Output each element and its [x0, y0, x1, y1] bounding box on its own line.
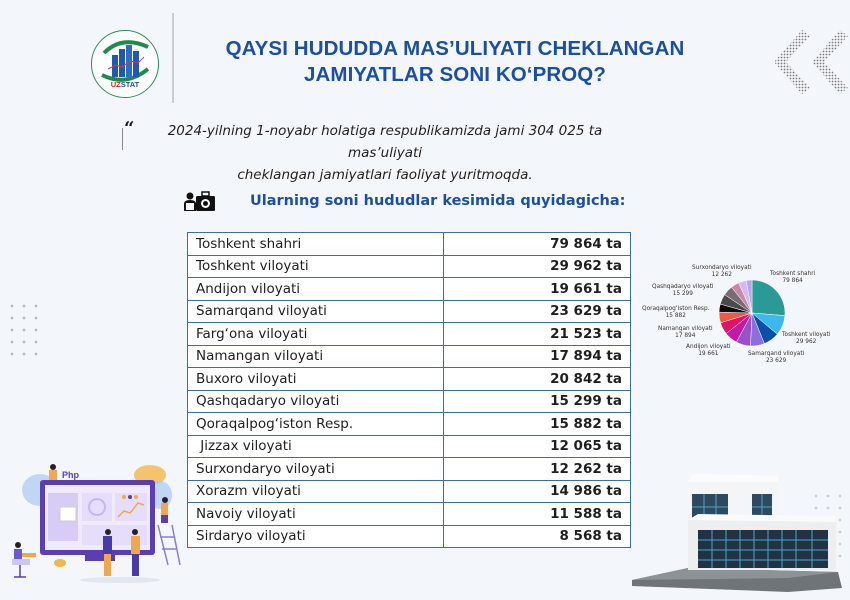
pie-label-toshkent-viloyati: Toshkent viloyati 29 962: [782, 332, 831, 345]
region-value: 15 299 ta: [444, 390, 631, 413]
region-value: 12 262 ta: [444, 458, 631, 481]
region-name: Surxondaryo viloyati: [188, 458, 444, 481]
pie-chart: [640, 258, 840, 373]
pie-label-surxondaryo: Surxondaryo viloyati 12 262: [692, 265, 752, 278]
uzstat-logo-icon: [92, 31, 158, 97]
region-name: Namangan viloyati: [188, 345, 444, 368]
page-title: [160, 36, 750, 88]
region-value: 15 882 ta: [444, 413, 631, 436]
region-value: 21 523 ta: [444, 323, 631, 346]
region-name: Toshkent viloyati: [188, 255, 444, 278]
region-name: Toshkent shahri: [188, 233, 444, 256]
region-name: Qoraqalpog‘iston Resp.: [188, 413, 444, 436]
title-line-1: QAYSI HUDUDDA MAS’ULIYATI CHEKLANGAN: [225, 37, 685, 60]
region-value: 23 629 ta: [444, 300, 631, 323]
table-row: [188, 458, 631, 481]
region-name: Jizzax viloyati: [188, 435, 444, 458]
uzstat-logo: [91, 30, 159, 98]
pie-slice: [752, 280, 785, 316]
table-row: [188, 255, 631, 278]
region-value: 20 842 ta: [444, 368, 631, 391]
table-row: [188, 525, 631, 548]
lead-line-2: cheklangan jamiyatlari faoliyat yuritmoqda.: [237, 167, 533, 183]
pie-label-andijon: Andijon viloyati 19 661: [686, 344, 731, 357]
quote-icon: “: [124, 118, 135, 139]
lead-line-1: 2024-yilning 1-noyabr holatiga respublikamizda jami 304 025 ta mas’uliyati: [167, 123, 603, 161]
svg-text:UZSTAT: UZSTAT: [110, 80, 140, 89]
region-value: 14 986 ta: [444, 480, 631, 503]
table-row: [188, 278, 631, 301]
section-subtitle: Ularning soni hududlar kesimida quyidagicha:: [250, 193, 626, 209]
region-name: Buxoro viloyati: [188, 368, 444, 391]
region-value: 11 588 ta: [444, 503, 631, 526]
pie-label-namangan: Namangan viloyati 17 894: [658, 326, 713, 339]
pie-label-qashqadaryo: Qashqadaryo viloyati 15 299: [652, 284, 714, 297]
person-briefcase-icon: [184, 190, 216, 212]
region-name: Navoiy viloyati: [188, 503, 444, 526]
region-name: Qashqadaryo viloyati: [188, 390, 444, 413]
region-value: 29 962 ta: [444, 255, 631, 278]
table-row: [188, 480, 631, 503]
table-row: [188, 323, 631, 346]
region-name: Farg‘ona viloyati: [188, 323, 444, 346]
pie-label-qoraqalpogiston: Qoraqalpog‘iston Resp. 15 882: [642, 306, 710, 319]
table-row: [188, 435, 631, 458]
table-row: [188, 413, 631, 436]
dot-grid-decoration: [6, 300, 40, 360]
pie-label-samarqand: Samarqand viloyati 23 629: [748, 351, 805, 364]
table-row: [188, 368, 631, 391]
region-value: 19 661 ta: [444, 278, 631, 301]
region-name: Xorazm viloyati: [188, 480, 444, 503]
region-value: 79 864 ta: [444, 233, 631, 256]
team-dashboard-illustration: [0, 445, 190, 595]
office-building-illustration: [628, 462, 850, 592]
table-row: [188, 503, 631, 526]
table-row: [188, 345, 631, 368]
region-name: Samarqand viloyati: [188, 300, 444, 323]
region-name: Sirdaryo viloyati: [188, 525, 444, 548]
region-value: 17 894 ta: [444, 345, 631, 368]
table-row: [188, 300, 631, 323]
title-line-2: JAMIYATLAR SONI KO‘PROQ?: [304, 63, 606, 86]
lead-text: [140, 120, 630, 186]
pie-label-toshkent-shahri: Toshkent shahri 79 864: [770, 271, 816, 284]
svg-text:Php: Php: [62, 470, 79, 480]
table-row: [188, 390, 631, 413]
table-row: [188, 233, 631, 256]
region-value: 8 568 ta: [444, 525, 631, 548]
double-chevron-left-icon: [768, 26, 848, 96]
regions-table: [187, 232, 631, 548]
quote-bar: [122, 128, 123, 150]
region-value: 12 065 ta: [444, 435, 631, 458]
region-name: Andijon viloyati: [188, 278, 444, 301]
